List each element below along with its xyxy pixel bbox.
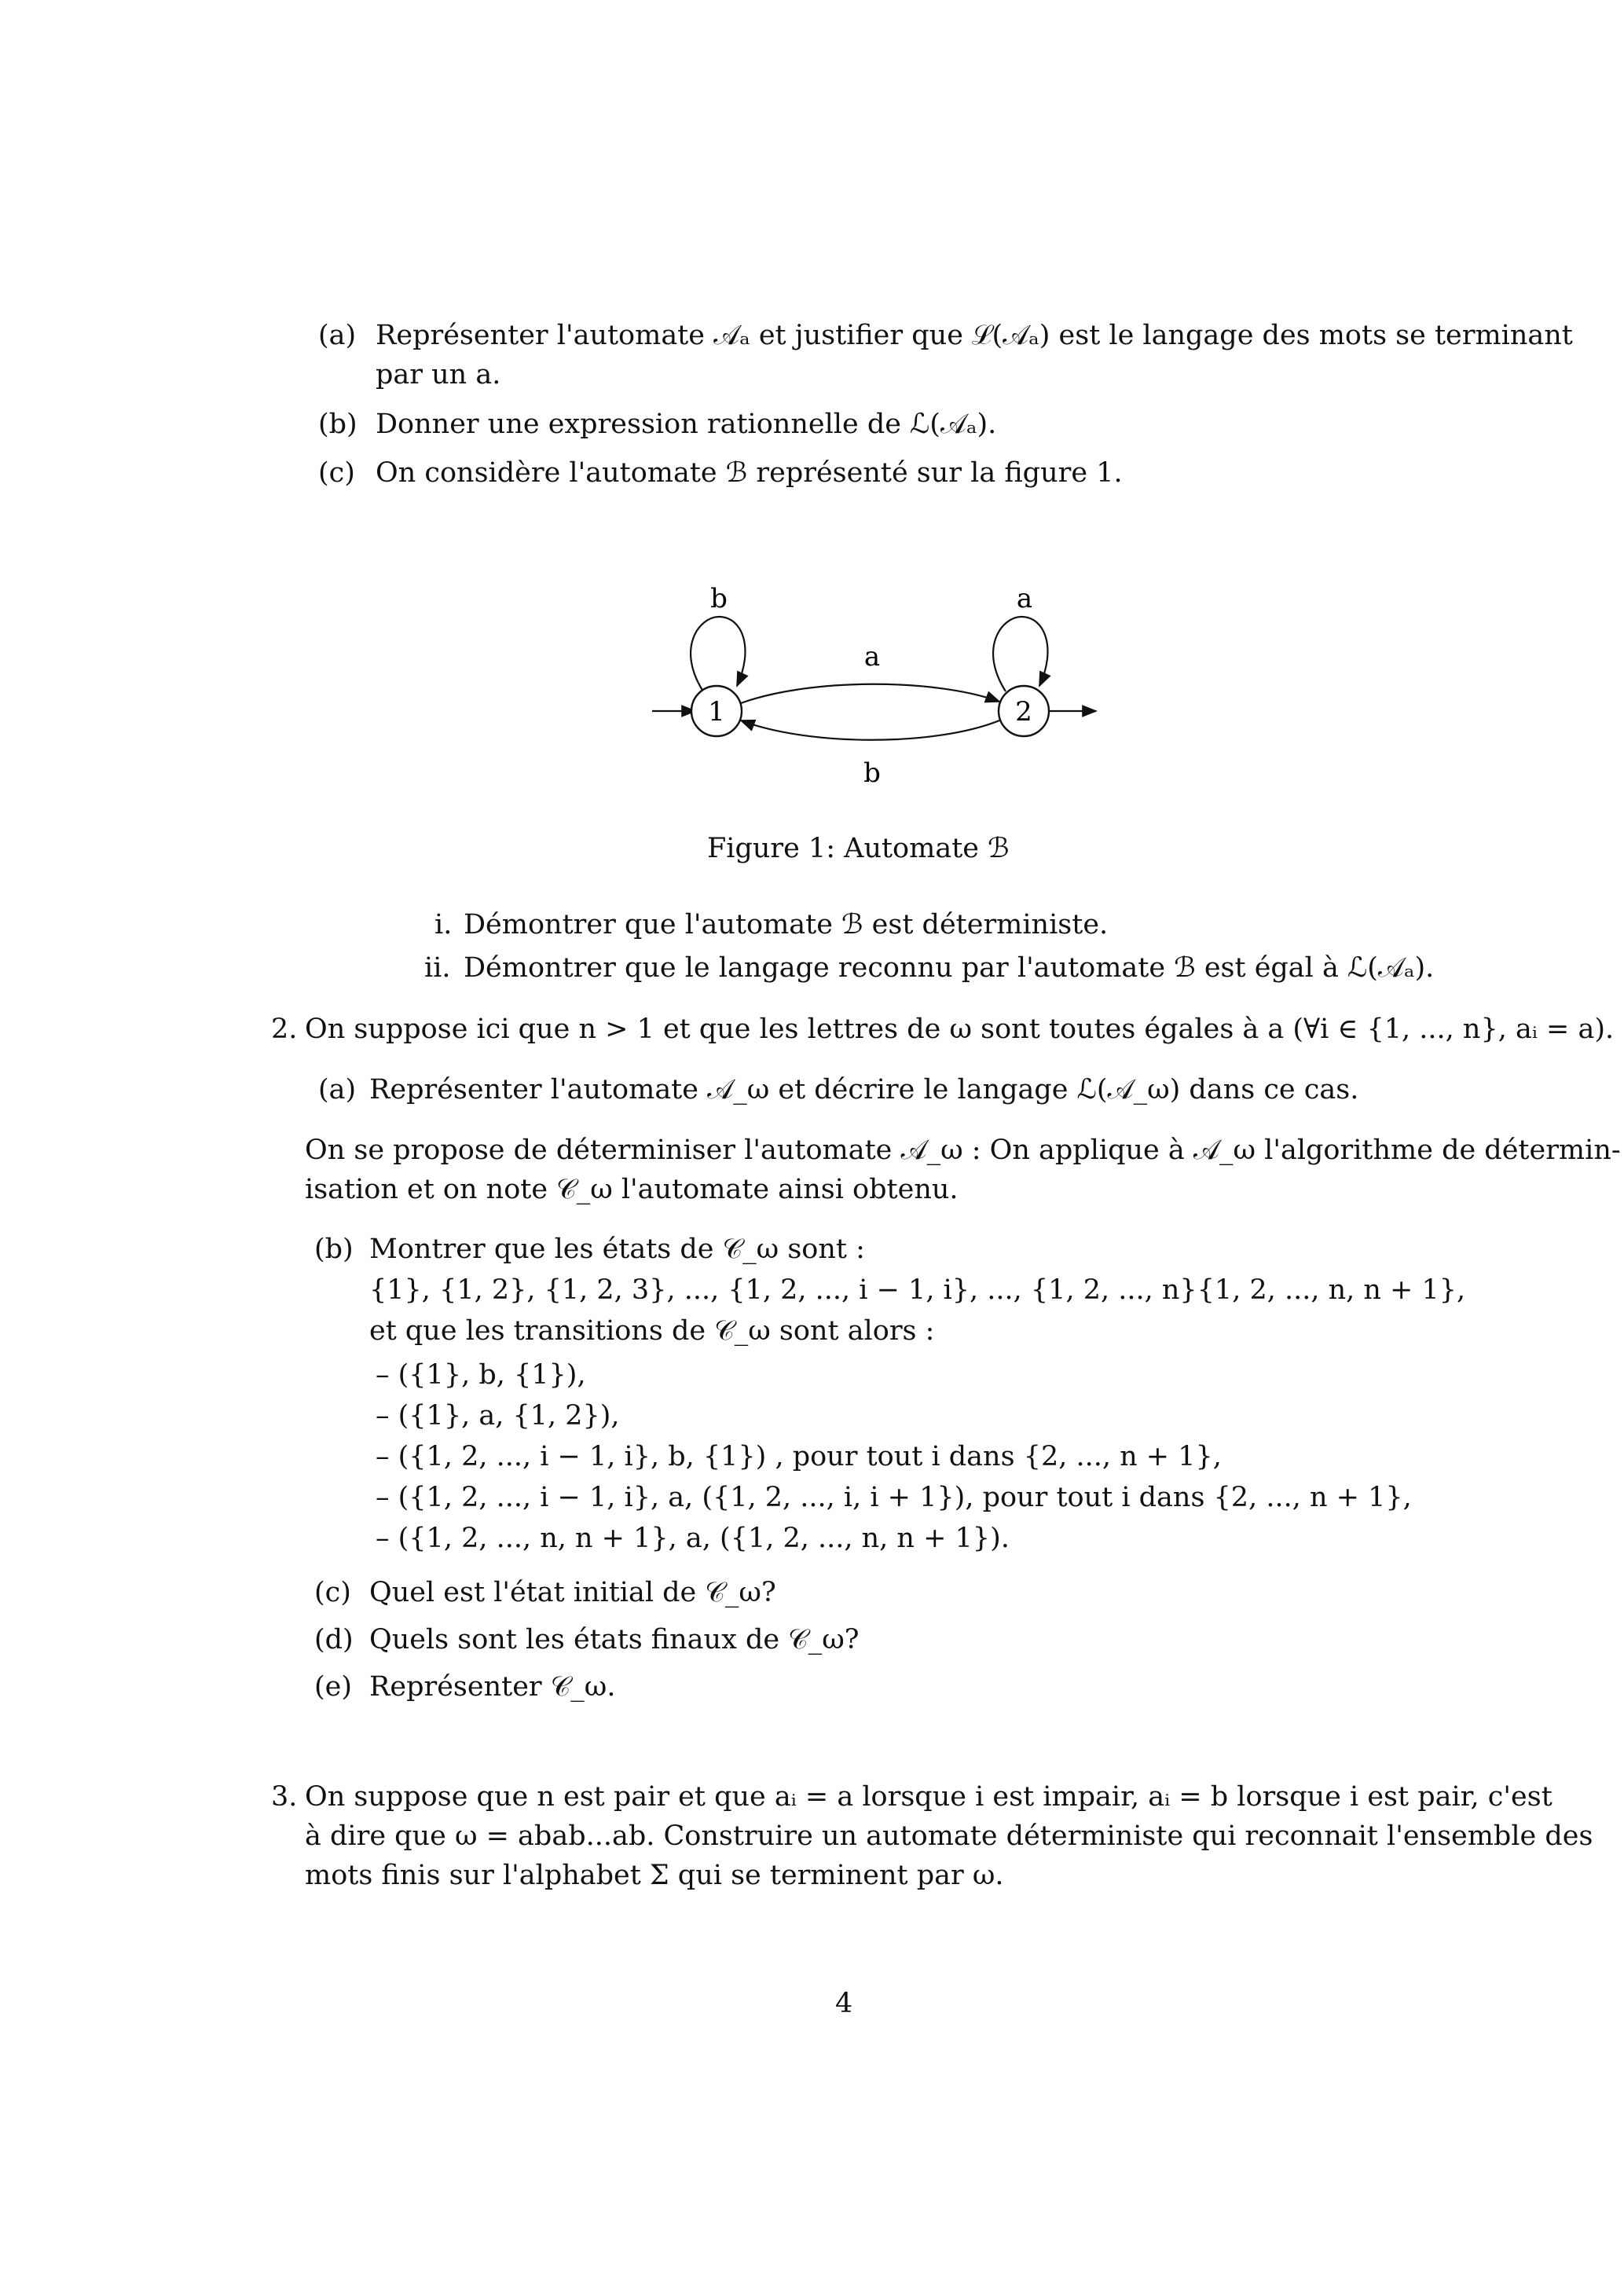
loop-state-1 xyxy=(691,617,745,691)
edge-top-label: a xyxy=(863,641,881,673)
q2c-text: Quel est l'état initial de 𝒞_ω? xyxy=(369,1577,776,1608)
q2a-text: Représenter l'automate 𝒜_ω et décrire le langage ℒ(𝒜_ω) dans ce cas. xyxy=(369,1074,1359,1105)
q1b-label: (b) xyxy=(318,409,357,440)
q2-intro: On suppose ici que n > 1 et que les lettres de ω sont toutes égales à a (∀i ∈ {1, ..., n}, aᵢ = a). xyxy=(305,1014,1615,1045)
edge-1-to-2 xyxy=(741,684,999,703)
state-1-label: 1 xyxy=(708,696,725,728)
q1c-ii-label: ii. xyxy=(424,952,451,984)
q1c-label: (c) xyxy=(318,457,355,489)
figure-caption: Figure 1: Automate ℬ xyxy=(707,833,1010,864)
q2-para-line2: isation et on note 𝒞_ω l'automate ainsi obtenu. xyxy=(305,1174,959,1205)
q2-para-line1: On se propose de déterminiser l'automate 𝒜_ω : On applique à 𝒜_ω l'algorithme de détermin- xyxy=(305,1135,1621,1166)
q2d-label: (d) xyxy=(314,1624,354,1655)
loop-1-label: b xyxy=(710,585,728,614)
q2b-label: (b) xyxy=(314,1234,354,1265)
transition-item: – ({1}, b, {1}), xyxy=(376,1359,586,1391)
q3-line1: On suppose que n est pair et que aᵢ = a lorsque i est impair, aᵢ = b lorsque i est pair, c'est xyxy=(305,1781,1553,1813)
transition-item: – ({1, 2, ..., n, n + 1}, a, ({1, 2, ..., n, n + 1}). xyxy=(376,1523,1010,1554)
transition-item: – ({1, 2, ..., i − 1, i}, b, {1}) , pour tout i dans {2, ..., n + 1}, xyxy=(376,1441,1222,1472)
edge-2-to-1 xyxy=(741,720,999,740)
q1a-line2: par un a. xyxy=(376,359,501,390)
automaton-figure xyxy=(644,585,1116,800)
q2c-label: (c) xyxy=(314,1577,351,1608)
q2d-text: Quels sont les états finaux de 𝒞_ω? xyxy=(369,1624,860,1655)
q1c-text: On considère l'automate ℬ représenté sur la figure 1. xyxy=(376,457,1123,489)
edge-bottom-label: b xyxy=(863,757,881,789)
q1a-label: (a) xyxy=(318,320,357,351)
page-number: 4 xyxy=(835,1988,853,2019)
q3-number: 3. xyxy=(271,1781,298,1813)
q2b-line1: Montrer que les états de 𝒞_ω sont : xyxy=(369,1234,865,1265)
loop-state-2 xyxy=(993,617,1047,691)
q1c-i-label: i. xyxy=(434,909,453,940)
state-2-label: 2 xyxy=(1015,696,1032,728)
q2b-states: {1}, {1, 2}, {1, 2, 3}, ..., {1, 2, ..., i − 1, i}, ..., {1, 2, ..., n}{1, 2, ..., n, n + 1}, xyxy=(369,1274,1466,1306)
loop-2-label: a xyxy=(1016,585,1033,614)
q2a-label: (a) xyxy=(318,1074,357,1105)
q1c-i-text: Démontrer que l'automate ℬ est déterministe. xyxy=(464,909,1109,940)
q2e-text: Représenter 𝒞_ω. xyxy=(369,1671,616,1703)
q2e-label: (e) xyxy=(314,1671,353,1703)
q3-line2: à dire que ω = abab...ab. Construire un automate déterministe qui reconnait l'ensemble des xyxy=(305,1820,1593,1852)
q1c-ii-text: Démontrer que le langage reconnu par l'automate ℬ est égal à ℒ(𝒜ₐ). xyxy=(464,952,1435,984)
q3-line3: mots finis sur l'alphabet Σ qui se terminent par ω. xyxy=(305,1860,1004,1891)
transition-item: – ({1}, a, {1, 2}), xyxy=(376,1400,620,1432)
q2-number: 2. xyxy=(271,1014,298,1045)
automaton-diagram xyxy=(644,585,1116,790)
transition-item: – ({1, 2, ..., i − 1, i}, a, ({1, 2, ..., i, i + 1}), pour tout i dans {2, ..., n + 1}, xyxy=(376,1482,1412,1513)
q1b-text: Donner une expression rationnelle de ℒ(𝒜ₐ). xyxy=(376,409,997,440)
q1a-item xyxy=(318,318,356,354)
q2b-line3: et que les transitions de 𝒞_ω sont alors : xyxy=(369,1315,935,1347)
q1a-line1: Représenter l'automate 𝒜ₐ et justifier que ℒ(𝒜ₐ) est le langage des mots se terminant xyxy=(376,320,1573,351)
